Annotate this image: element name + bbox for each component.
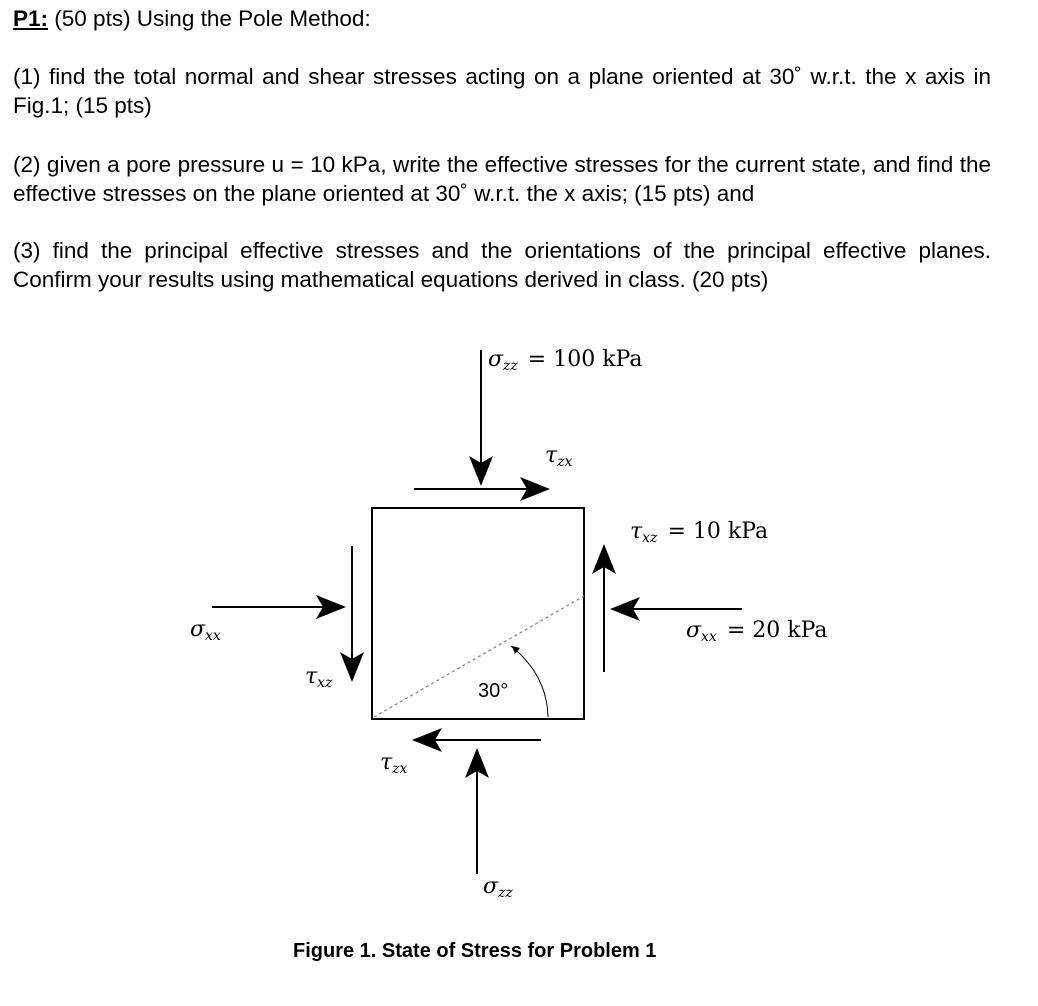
sigma-xx-right-label — [686, 618, 828, 645]
sigma-symbol: σ — [686, 618, 702, 643]
angle-arc — [511, 646, 548, 717]
subscript-zz: zz — [498, 885, 513, 901]
angle-label: 30° — [478, 680, 509, 702]
sigma-symbol: σ — [190, 617, 206, 642]
tau-symbol: τ — [380, 750, 393, 775]
sigma-xx-value: = 20 kPa — [726, 618, 828, 643]
problem-part-2: (2) given a pore pressure u = 10 kPa, write the effective stresses for the current state, and find the effective stresses on the plane oriented at 30˚ w.r.t. the x axis; (15 pts) and — [13, 152, 991, 206]
subscript-xx: xx — [701, 629, 717, 645]
subscript-zz: zz — [503, 358, 518, 374]
sigma-symbol: σ — [488, 347, 504, 372]
sigma-symbol: σ — [483, 874, 499, 899]
tau-xz-right-label — [630, 519, 768, 546]
subscript-zx: zx — [392, 761, 408, 777]
tau-zx-top-label — [545, 443, 573, 470]
figure-caption: Figure 1. State of Stress for Problem 1 — [293, 940, 657, 962]
sigma-zz-top-label — [488, 347, 642, 374]
problem-part-1: (1) find the total normal and shear stresses acting on a plane oriented at 30˚ w.r.t. the x axis in Fig.1; (15 pts) — [13, 64, 991, 118]
sigma-zz-bottom-label — [483, 874, 513, 901]
sigma-xx-left-label — [190, 617, 221, 644]
tau-symbol: τ — [545, 443, 558, 468]
subscript-xz: xz — [642, 530, 658, 546]
sigma-zz-value: = 100 kPa — [527, 347, 643, 372]
problem-tag: P1: — [13, 6, 49, 31]
subscript-xz: xz — [317, 675, 333, 691]
tau-symbol: τ — [630, 519, 643, 544]
tau-xz-left-label — [305, 664, 333, 691]
problem-part-3: (3) find the principal effective stresses and the orientations of the principal effective planes. Confirm your results using mathematical equations derived in class. (20 pts) — [13, 238, 991, 292]
subscript-xx: xx — [205, 628, 221, 644]
problem-title-text: (50 pts) Using the Pole Method: — [54, 6, 371, 31]
tau-symbol: τ — [305, 664, 318, 689]
subscript-zx: zx — [557, 454, 573, 470]
tau-zx-bottom-label — [380, 750, 408, 777]
tau-xz-value: = 10 kPa — [667, 519, 769, 544]
